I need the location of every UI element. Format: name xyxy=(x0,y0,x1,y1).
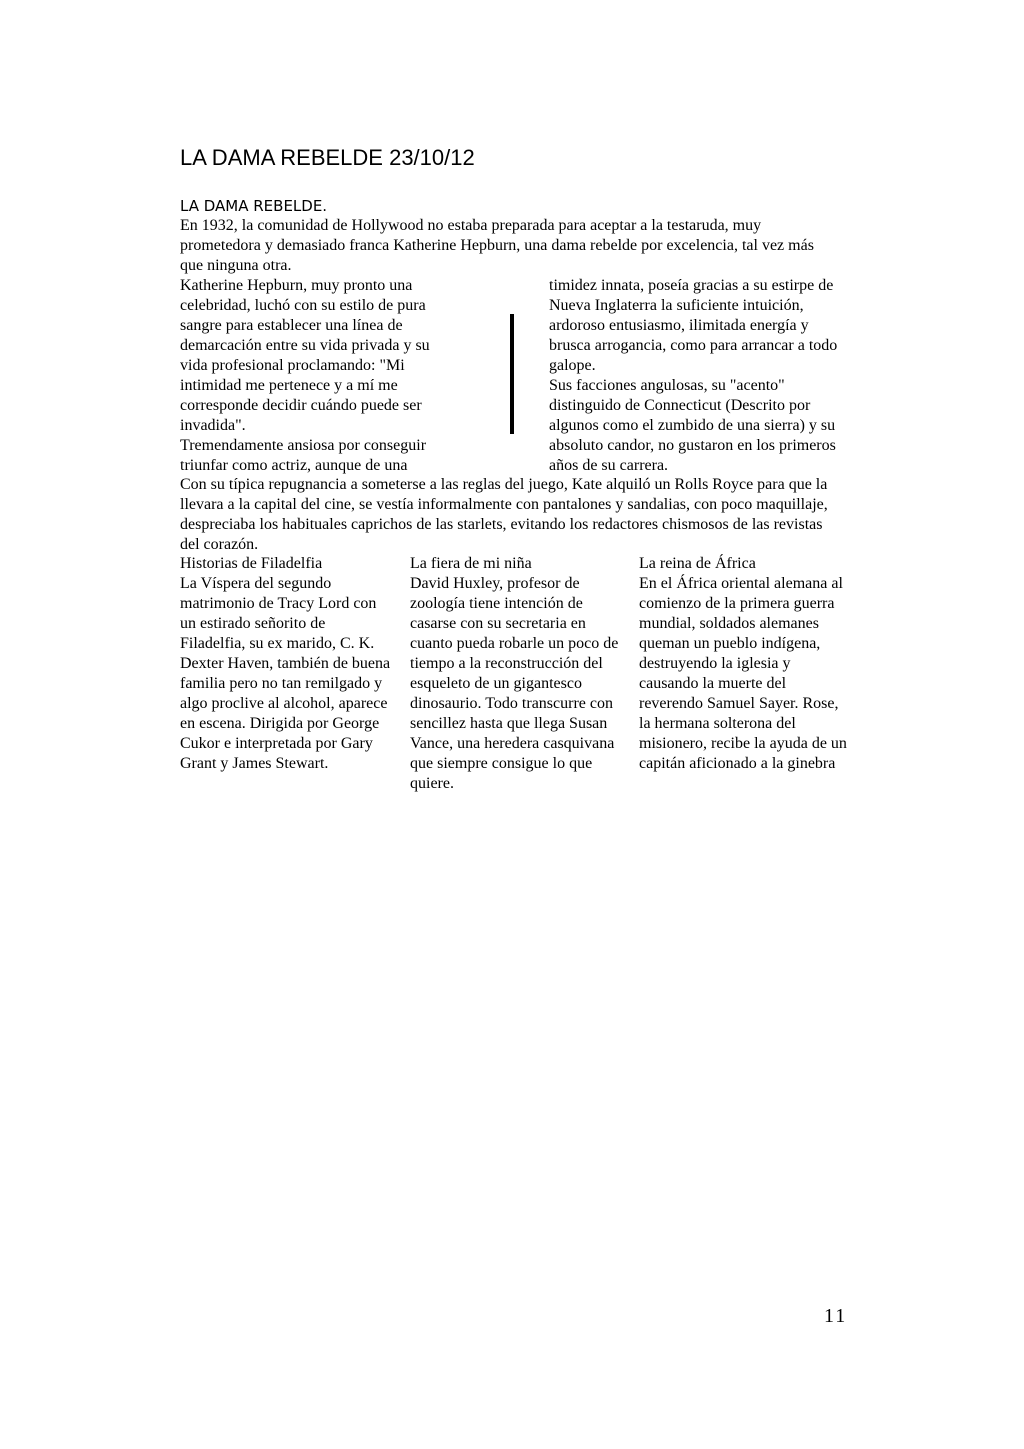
right-column xyxy=(549,276,849,476)
film-title: La fiera de mi niña xyxy=(410,555,532,572)
right-column-paragraph: timidez innata, poseía gracias a su estirpe de Nueva Inglaterra la suficiente intuición, ardoroso entusiasmo, ilimitada energía y brusca arrogancia, como para arrancar a todo galope. xyxy=(549,277,838,374)
film-title: La reina de África xyxy=(639,555,756,572)
film-synopsis: La Víspera del segundo matrimonio de Tracy Lord con un estirado señorito de Filadelfia, su ex marido, C. K. Dexter Haven, también de buena familia pero no tan remilgado y algo proclive al alcohol, aparece en escena. Dirigida por George Cukor e interpretada por Gary Grant y James Stewart. xyxy=(180,575,391,772)
film-section-filadelfia xyxy=(180,554,392,774)
film-synopsis: David Huxley, profesor de zoología tiene intención de casarse con su secretaria en cuanto pueda robarle un poco de tiempo a la reconstrucción del esqueleto de un gigantesco dinosaurio. Todo transcurre con sencillez hasta que llega Susan Vance, una heredera casquivana que siempre consigue lo que quiere. xyxy=(410,575,619,792)
left-column-paragraph: Katherine Hepburn, muy pronto una celebridad, luchó con su estilo de pura sangre para establecer una línea de demarcación entre su vida privada y su vida profesional proclamando: "Mi intimidad me pertenece y a mí me corresponde decidir cuándo puede ser invadida". xyxy=(180,277,430,434)
article-subtitle: LA DAMA REBELDE. xyxy=(180,197,328,215)
film-section-africa xyxy=(639,554,849,774)
film-title: Historias de Filadelfia xyxy=(180,555,323,572)
page-number: 11 xyxy=(824,1305,848,1327)
left-column xyxy=(180,276,460,476)
left-column-paragraph: Tremendamente ansiosa por conseguir triunfar como actriz, aunque de una xyxy=(180,437,427,474)
page-title: LA DAMA REBELDE 23/10/12 xyxy=(180,145,475,170)
wide-paragraph: Con su típica repugnancia a someterse a las reglas del juego, Kate alquiló un Rolls Royce para que la llevara a la capital del cine, se vestía informalmente con pantalones y sandalias, con poco maquillaje, despreciaba los habituales caprichos de las starlets, evitando los redactores chismosos de las revistas del corazón. xyxy=(180,476,828,553)
intro-paragraph: En 1932, la comunidad de Hollywood no estaba preparada para aceptar a la testaruda, muy prometedora y demasiado franca Katherine Hepburn, una dama rebelde por excelencia, tal vez más que ninguna otra. xyxy=(180,217,814,274)
right-column-paragraph: Sus facciones angulosas, su "acento" distinguido de Connecticut (Descrito por algunos como el zumbido de una sierra) y su absoluto candor, no gustaron en los primeros años de su carrera. xyxy=(549,377,836,474)
film-synopsis: En el África oriental alemana al comienzo de la primera guerra mundial, soldados alemanes queman un pueblo indígena, destruyendo la iglesia y causando la muerte del reverendo Samuel Sayer. Rose, la hermana solterona del misionero, recibe la ayuda de un capitán aficionado a la ginebra xyxy=(639,575,847,772)
film-section-fiera xyxy=(410,554,622,794)
column-divider xyxy=(510,314,514,434)
